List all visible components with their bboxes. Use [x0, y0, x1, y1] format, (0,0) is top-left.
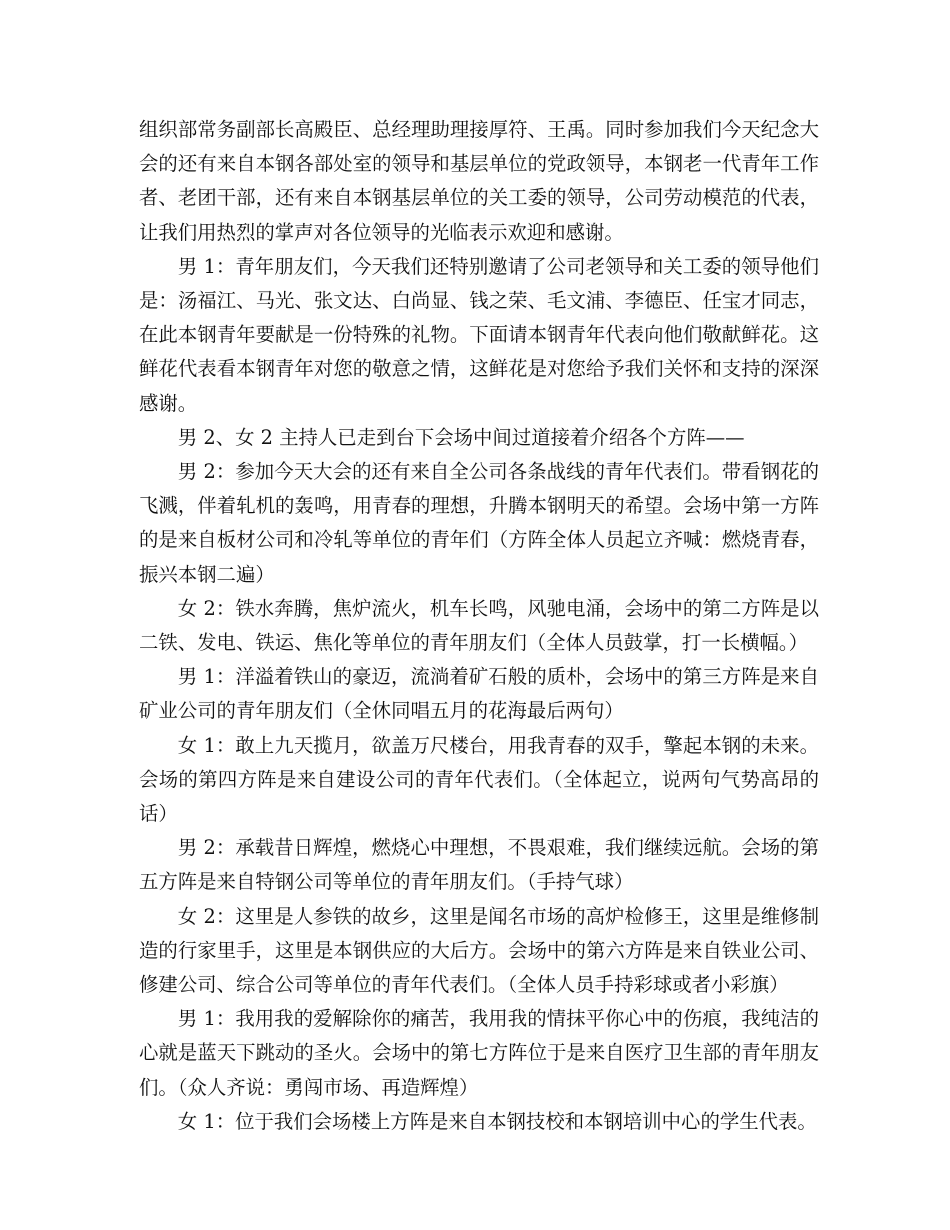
- paragraph-3: 男 2、女 2 主持人已走到台下会场中间过道接着介绍各个方阵——: [177, 425, 745, 449]
- paragraph-8: 男 2：承载昔日辉煌，燃烧心中理想，不畏艰难，我们继续远航。会场的第五方阵是来自特钢公司等单位的青年朋友们。（手持气球）: [139, 836, 819, 894]
- paragraph-5: 女 2：铁水奔腾，焦炉流火，机车长鸣，风驰电涌，会场中的第二方阵是以二铁、发电、铁运、焦化等单位的青年朋友们（全体人员鼓掌，打一长横幅。）: [139, 596, 819, 655]
- paragraph-6: 男 1：洋溢着铁山的豪迈，流淌着矿石般的质朴，会场中的第三方阵是来自矿业公司的青年朋友们（全休同唱五月的花海最后两句）: [139, 665, 819, 723]
- paragraph-7: 女 1：敢上九天揽月，欲盖万尺楼台，用我青春的双手，擎起本钢的未来。会场的第四方阵是来自建设公司的青年代表们。（全体起立，说两句气势高昂的话）: [139, 733, 819, 826]
- paragraph-10: 男 1：我用我的爱解除你的痛苦，我用我的情抹平你心中的伤痕，我纯洁的心就是蓝天下跳动的圣火。会场中的第七方阵位于是来自医疗卫生部的青年朋友们。（众人齐说：勇闯市场、再造辉煌）: [139, 1007, 819, 1099]
- paragraph-1: 组织部常务副部长高殿臣、总经理助理接厚符、王禹。同时参加我们今天纪念大会的还有来自本钢各部处室的领导和基层单位的党政领导，本钢老一代青年工作者、老团干部，还有来自本钢基层单位的关工委的领导，公司劳动模范的代表，让我们用热烈的掌声对各位领导的光临表示欢迎和感谢。: [139, 118, 819, 244]
- paragraph-9: 女 2：这里是人参铁的故乡，这里是闻名市场的高炉检修王，这里是维修制造的行家里手，这里是本钢供应的大后方。会场中的第六方阵是来自铁业公司、修建公司、综合公司等单位的青年代表们。（全体人员手持彩球或者小彩旗）: [139, 904, 819, 997]
- paragraph-11: 女 1：位于我们会场楼上方阵是来自本钢技校和本钢培训中心的学生代表。: [177, 1109, 817, 1133]
- document-page: [139, 113, 819, 1139]
- paragraph-4: 男 2：参加今天大会的还有来自全公司各条战线的青年代表们。带看钢花的飞溅，伴着轧机的轰鸣，用青春的理想，升腾本钢明天的希望。会场中第一方阵的是来自板材公司和冷轧等单位的青年们（方阵全体人员起立齐喊：燃烧青春，振兴本钢二遍）: [139, 460, 819, 586]
- paragraph-2: 男 1：青年朋友们，今天我们还特别邀请了公司老领导和关工委的领导他们是：汤福江、马光、张文达、白尚显、钱之荣、毛文浦、李德臣、任宝才同志，在此本钢青年要献是一份特殊的礼物。下面请本钢青年代表向他们敬献鲜花。这鲜花代表看本钢青年对您的敬意之情，这鲜花是对您给予我们关怀和支持的深深感谢。: [139, 254, 819, 415]
